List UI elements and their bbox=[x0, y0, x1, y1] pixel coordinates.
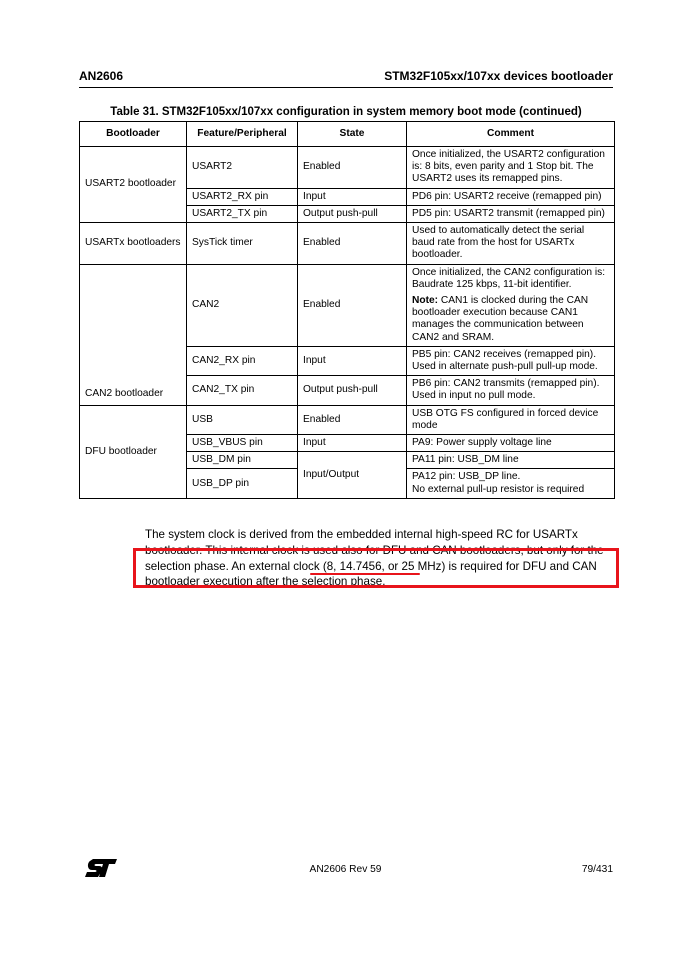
state-cell: Input/Output bbox=[298, 452, 407, 499]
page-number: 79/431 bbox=[581, 864, 613, 875]
feature-cell: USB_DP pin bbox=[187, 469, 298, 498]
doc-id: AN2606 bbox=[79, 69, 124, 83]
col-header-state: State bbox=[298, 122, 407, 147]
feature-cell: USB bbox=[187, 405, 298, 434]
comment-cell: PD5 pin: USART2 transmit (remapped pin) bbox=[407, 205, 615, 222]
footer-revision: AN2606 Rev 59 bbox=[309, 864, 382, 875]
state-cell: Enabled bbox=[298, 405, 407, 434]
feature-cell: USART2 bbox=[187, 147, 298, 189]
table-row bbox=[80, 147, 615, 189]
comment-note bbox=[412, 295, 609, 344]
feature-cell: SysTick timer bbox=[187, 223, 298, 265]
comment-cell bbox=[407, 264, 615, 346]
note-text: CAN1 is clocked during the CAN bootloader execution because CAN1 manages the communication between CAN2 and SRAM. bbox=[412, 295, 589, 343]
comment-cell: PB5 pin: CAN2 receives (remapped pin). Used in alternate push-pull pull-up mode. bbox=[407, 346, 615, 375]
comment-text: PA12 pin: USB_DP line. bbox=[412, 471, 521, 483]
bootloader-cell: USARTx bootloaders bbox=[80, 223, 187, 265]
col-header-comment: Comment bbox=[407, 122, 615, 147]
state-cell: Input bbox=[298, 435, 407, 452]
feature-cell: CAN2_TX pin bbox=[187, 376, 298, 405]
state-cell: Enabled bbox=[298, 264, 407, 346]
col-header-feature: Feature/Peripheral bbox=[187, 122, 298, 147]
state-cell: Input bbox=[298, 188, 407, 205]
feature-cell: USB_VBUS pin bbox=[187, 435, 298, 452]
comment-text-2: No external pull-up resistor is required bbox=[412, 483, 585, 495]
red-highlight-box bbox=[133, 548, 619, 588]
feature-cell: USART2_TX pin bbox=[187, 205, 298, 222]
config-table bbox=[79, 121, 615, 499]
feature-cell: USB_DM pin bbox=[187, 452, 298, 469]
comment-cell: USB OTG FS configured in forced device mode bbox=[407, 405, 615, 434]
col-header-bootloader: Bootloader bbox=[80, 122, 187, 147]
comment-cell: PB6 pin: CAN2 transmits (remapped pin). Used in input no pull mode. bbox=[407, 376, 615, 405]
state-cell: Input bbox=[298, 346, 407, 375]
table-row bbox=[80, 405, 615, 434]
header-divider bbox=[79, 87, 613, 88]
state-cell: Output push-pull bbox=[298, 205, 407, 222]
table-row bbox=[80, 264, 615, 346]
table-header-row bbox=[80, 122, 615, 147]
comment-cell: Used to automatically detect the serial baud rate from the host for USARTx bootloader. bbox=[407, 223, 615, 265]
feature-cell: CAN2_RX pin bbox=[187, 346, 298, 375]
comment-cell: Once initialized, the USART2 configuration is: 8 bits, even parity and 1 Stop bit. The USART2 uses its remapped pins. bbox=[407, 147, 615, 189]
comment-text: Once initialized, the CAN2 configuration is: Baudrate 125 kbps, 11-bit identifier. bbox=[412, 266, 606, 290]
state-cell: Output push-pull bbox=[298, 376, 407, 405]
feature-cell: USART2_RX pin bbox=[187, 188, 298, 205]
note-label: Note: bbox=[412, 295, 439, 307]
bootloader-cell: CAN2 bootloader bbox=[80, 264, 187, 405]
doc-title: STM32F105xx/107xx devices bootloader bbox=[384, 69, 613, 83]
red-underline-mark bbox=[310, 573, 420, 575]
comment-cell: PA9: Power supply voltage line bbox=[407, 435, 615, 452]
state-cell: Enabled bbox=[298, 223, 407, 265]
table-row bbox=[80, 223, 615, 265]
comment-cell bbox=[407, 469, 615, 498]
state-cell: Enabled bbox=[298, 147, 407, 189]
table-caption: Table 31. STM32F105xx/107xx configuration in system memory boot mode (continued) bbox=[110, 106, 582, 118]
bootloader-cell: DFU bootloader bbox=[80, 405, 187, 498]
bootloader-cell: USART2 bootloader bbox=[80, 147, 187, 223]
comment-cell: PD6 pin: USART2 receive (remapped pin) bbox=[407, 188, 615, 205]
feature-cell: CAN2 bbox=[187, 264, 298, 346]
system-clock-paragraph: The system clock is derived from the embedded internal high-speed RC for USARTx bootloader. This internal clock is used also for DFU and CAN bootloaders, but only for the selection phase. An external clock (8, 14.7456, or 25 MHz) is required for DFU and CAN bootloader execution after the selection phase. bbox=[145, 528, 604, 589]
comment-cell: PA11 pin: USB_DM line bbox=[407, 452, 615, 469]
